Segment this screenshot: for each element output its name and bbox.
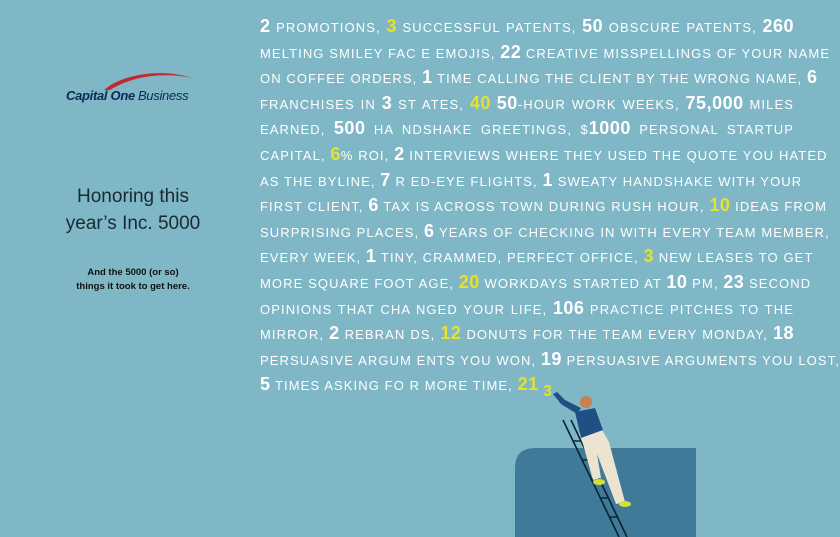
text-wall-line xyxy=(260,91,794,117)
text-wall-line xyxy=(260,321,794,347)
wall-text: R ED-EYE FLIGHTS, xyxy=(390,173,543,189)
wall-number: 3 xyxy=(381,92,393,113)
wall-number: 19 xyxy=(540,348,562,369)
text-wall-line xyxy=(260,193,827,219)
text-wall-line xyxy=(260,244,814,270)
wall-text: SECOND xyxy=(744,275,812,291)
wall-number: 12 xyxy=(440,323,462,344)
wall-number: 1 xyxy=(422,67,433,88)
wall-text: PM, xyxy=(687,275,724,291)
wall-number: 1000 xyxy=(588,118,631,139)
wall-number: 6 xyxy=(423,220,435,241)
wall-text: YEARS OF CHECKING IN WITH EVERY TEAM MEMBER, xyxy=(434,224,830,240)
wall-text: IDEAS FROM xyxy=(730,199,827,215)
wall-text: % ROI, xyxy=(340,147,395,163)
logo-wordmark xyxy=(66,88,188,103)
wall-number: 18 xyxy=(772,323,794,344)
wall-number: 260 xyxy=(762,16,794,36)
text-wall-line xyxy=(260,168,803,194)
wall-text: REBRAN DS, xyxy=(339,327,441,343)
text-wall-line xyxy=(260,116,794,142)
wall-text: PERSONAL STARTUP xyxy=(630,122,794,138)
wall-number: 6 xyxy=(807,67,818,88)
wall-text: MORE SQUARE FOOT AGE, xyxy=(260,275,459,291)
wall-text: ON COFFEE ORDERS, xyxy=(260,71,423,87)
wall-text: PRACTICE PITCHES TO THE xyxy=(584,301,794,317)
wall-number: 1 xyxy=(542,169,553,190)
wall-text: CAPITAL, xyxy=(260,147,331,163)
wall-text: OPINIONS THAT CHA NGED YOUR LIFE, xyxy=(260,301,553,317)
wall-text: TIME CALLING THE CLIENT BY THE WRONG NAME, xyxy=(432,71,808,87)
wall-text: ST ATES, xyxy=(392,96,470,112)
wall-text: NEW LEASES TO GET xyxy=(654,250,814,266)
wall-text: EVERY WEEK, xyxy=(260,250,366,266)
wall-number: 2 xyxy=(329,323,340,344)
wall-number: 106 xyxy=(552,297,585,318)
wall-text: PERSUASIVE ARGUMENTS YOU LOST, xyxy=(561,352,840,368)
climber-illustration xyxy=(515,384,715,537)
climber-shoe-left xyxy=(593,479,605,485)
text-wall-line xyxy=(260,219,830,245)
wall-text: HA NDSHAKE GREETINGS, $ xyxy=(365,122,589,138)
wall-number: 7 xyxy=(380,169,391,190)
wall-text: EARNED, xyxy=(260,122,334,138)
capital-one-business-logo xyxy=(66,74,206,110)
wall-number: 23 xyxy=(723,271,745,292)
text-wall-line xyxy=(260,40,831,66)
wall-number: 1 xyxy=(365,246,377,267)
text-wall-line xyxy=(260,270,812,296)
climber-arm xyxy=(553,392,581,414)
wall-text: DONUTS FOR THE TEAM EVERY MONDAY, xyxy=(461,327,773,343)
wall-text: AS THE BYLINE, xyxy=(260,173,381,189)
wall-text: TIMES ASKING FO R MORE TIME, xyxy=(270,378,518,394)
wall-number: 10 xyxy=(709,195,731,216)
wall-text: CREATIVE MISSPELLINGS OF YOUR NAME xyxy=(521,45,831,61)
subline-line-1: And the 5000 (or so) xyxy=(87,267,179,278)
text-wall-line xyxy=(260,14,794,40)
subline-line-2: things it took to get here. xyxy=(76,281,190,292)
headline xyxy=(40,183,226,237)
wall-text: WORKDAYS STARTED AT xyxy=(479,275,667,291)
wall-text: FRANCHISES IN xyxy=(260,96,382,112)
subline xyxy=(40,266,226,294)
text-wall-line xyxy=(260,65,818,91)
wall-text: SWEATY HANDSHAKE WITH YOUR xyxy=(552,173,803,189)
wall-number: 6 xyxy=(330,143,341,164)
wall-text: PERSUASIVE ARGUM ENTS YOU WON, xyxy=(260,352,541,368)
wall-number: 500 xyxy=(333,118,366,139)
wall-text: -HOUR WORK WEEKS, xyxy=(517,96,686,112)
wall-text: OBSCURE PATENTS, xyxy=(603,20,763,35)
wall-text: INTERVIEWS WHERE THEY USED THE QUOTE YOU HATED xyxy=(404,147,828,163)
headline-line-2: year’s Inc. 5000 xyxy=(65,213,201,234)
wall-text: TAX IS ACROSS TOWN DURING RUSH HOUR, xyxy=(378,199,710,215)
wall-number: 2 xyxy=(260,16,271,36)
logo-brand-text: Capital One xyxy=(66,88,135,103)
wall-number: 2 xyxy=(394,143,405,164)
logo-suffix-text: Business xyxy=(137,88,189,103)
wall-text: SURPRISING PLACES, xyxy=(260,224,424,240)
wall-text: MELTING SMILEY FAC E EMOJIS, xyxy=(260,45,501,61)
wall-text: MILES xyxy=(743,96,794,112)
held-number-glyph: 3 xyxy=(543,383,552,400)
text-wall-line xyxy=(260,142,828,168)
wall-number: 5 xyxy=(260,374,271,395)
wall-text: SUCCESSFUL PATENTS, xyxy=(396,20,583,35)
wall-number: 3 xyxy=(643,246,655,267)
wall-number: 3 xyxy=(386,16,397,36)
wall-text: MIRROR, xyxy=(260,327,330,343)
wall-text: PROMOTIONS, xyxy=(270,20,387,35)
wall-number: 10 xyxy=(666,271,688,292)
headline-line-1: Honoring this xyxy=(77,186,189,207)
wall-number: 20 xyxy=(458,271,480,292)
wall-number: 21 xyxy=(517,374,539,395)
wall-number: 40 xyxy=(469,92,491,113)
wall-number: 50 xyxy=(582,16,604,36)
text-wall-line xyxy=(260,347,840,373)
wall-number: 50 xyxy=(496,92,518,113)
climber-shoe-right xyxy=(619,501,631,507)
climber-head xyxy=(580,396,592,408)
wall-number: 6 xyxy=(368,195,379,216)
wall-text: FIRST CLIENT, xyxy=(260,199,369,215)
text-wall xyxy=(260,14,840,398)
wall-number: 22 xyxy=(500,41,522,62)
text-wall-line xyxy=(260,296,794,322)
wall-number: 75,000 xyxy=(685,92,744,113)
wall-text: TINY, CRAMMED, PERFECT OFFICE, xyxy=(376,250,644,266)
